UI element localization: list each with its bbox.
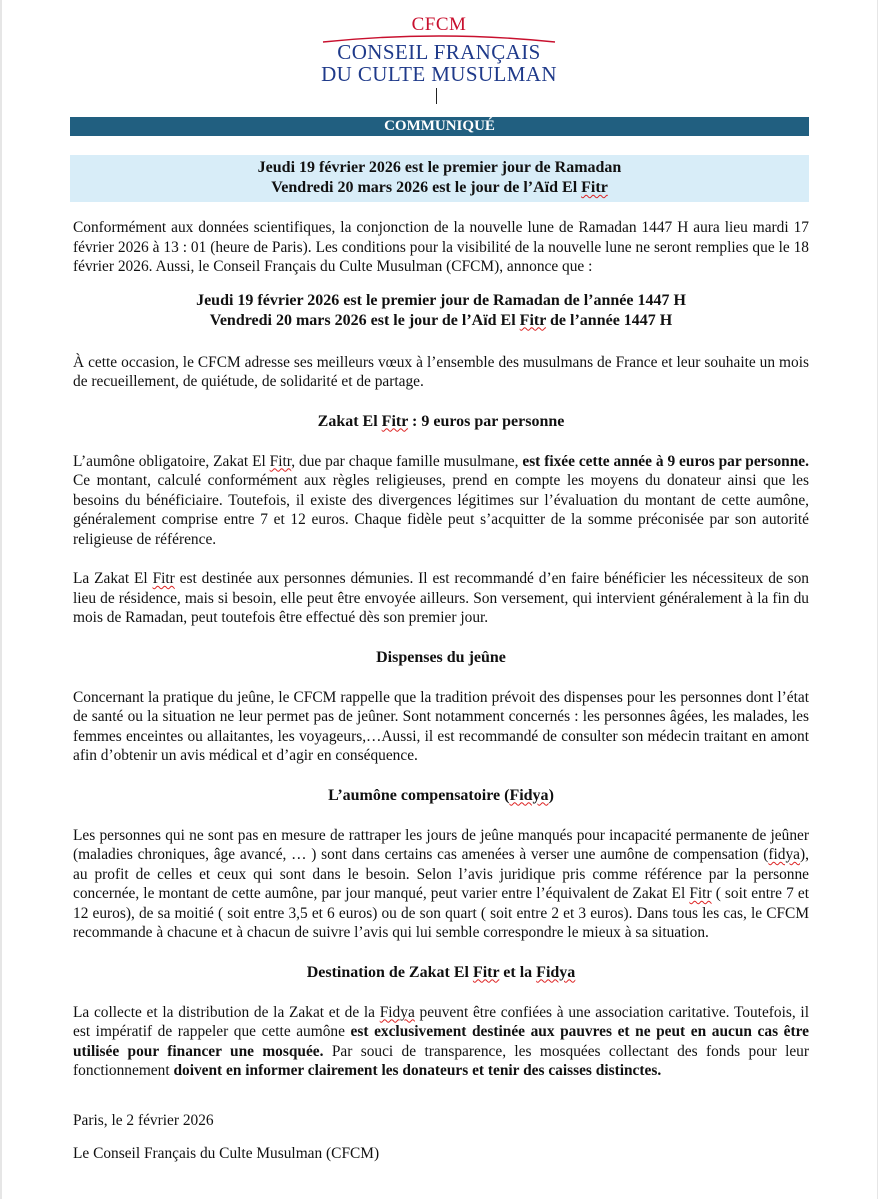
headline-box: [70, 155, 809, 202]
wishes-paragraph: À cette occasion, le CFCM adresse ses meilleurs vœux à l’ensemble des musulmans de France et leur souhaite un mois de recueillement, de quiétude, de solidarité et de partage.: [73, 353, 809, 390]
fidya-p-fitr: Fitr: [689, 885, 712, 902]
fidya-heading-a: L’aumône compensatoire (: [328, 786, 510, 804]
zakat-heading-c: : 9 euros par personne: [408, 412, 565, 430]
logo-line-1: CONSEIL FRANÇAIS: [337, 40, 541, 64]
dispenses-paragraph: Concernant la pratique du jeûne, le CFCM rappelle que la tradition prévoit des dispenses pour les personnes dont l’état de santé ou la situation ne leur permet pas de jeûner. Sont notamment concernés : les personnes âgées, les malades, les femmes enceintes ou allaitantes, les voyageurs,…Aussi, il est recommandé de consulter son médecin traitant en amont afin d’obtenir un avis médical et d’agir en conséquence.: [73, 688, 809, 764]
logo-line-2: DU CULTE MUSULMAN: [321, 62, 557, 86]
destination-p-a: La collecte et la distribution de la Zakat et de la: [73, 1003, 380, 1021]
zakat-p1-a: L’aumône obligatoire, Zakat El: [73, 452, 270, 470]
headline-line-2-fitr: Fitr: [581, 179, 608, 196]
zakat-p2-fitr: Fitr: [152, 570, 175, 587]
fidya-p-a: Les personnes qui ne sont pas en mesure de rattraper les jours de jeûne manqués pour incapacité permanente de jeûner (maladies chroniques, âge avancé, … ) sont dans certains cas amenées à verser une aumône de compensation (: [73, 826, 809, 863]
announcement-line-1: Jeudi 19 février 2026 est le premier jour de Ramadan de l’année 1447 H: [196, 291, 686, 309]
page-edge-left: [0, 0, 2, 1199]
announcement-line-2: [73, 311, 809, 331]
destination-p-fidya: Fidya: [379, 1003, 415, 1021]
headline-line-2: [70, 178, 809, 198]
announcement-line-2-c: de l’année 1447 H: [546, 311, 673, 329]
logo-divider-tick: [436, 88, 437, 104]
dispenses-heading: Dispenses du jeûne: [376, 648, 506, 666]
fidya-p-c: ), au profit de celles et ceux qui sont dans le besoin. Selon l’avis juridique pris comme référence par la personne concernée, le montant de cette aumône, par jour manqué, peut varier entre l’équivalent de Zakat El: [73, 846, 809, 902]
headline-line-1: Jeudi 19 février 2026 est le premier jour de Ramadan: [257, 159, 622, 176]
destination-p-bold-1: est exclusivement destinée aux pauvres et ne peut en aucun cas être utilisée pour financer une mosquée.: [73, 1023, 809, 1060]
zakat-p1-d: Ce montant, calculé conformément aux règles religieuses, prend en compte les moyens du donateur ainsi que les besoins du bénéficiaire. Toutefois, il existe des divergences légitimes sur l’évaluation du montant de cette aumône, généralement comprise entre 7 et 12 euros. Chaque fidèle peut s’acquitter de la somme préconisée par son autorité religieuse de référence.: [73, 472, 809, 548]
communique-banner: COMMUNIQUÉ: [70, 117, 809, 136]
zakat-paragraph-2: [73, 569, 809, 628]
cfcm-logo: [0, 14, 878, 104]
signature-date: Paris, le 2 février 2026: [73, 1111, 214, 1129]
destination-heading-a: Destination de Zakat El: [306, 963, 473, 981]
destination-p-bold-2: doivent en informer clairement les donateurs et tenir des caisses distinctes.: [173, 1062, 662, 1079]
zakat-p1-bold: est fixée cette année à 9 euros par personne.: [522, 452, 809, 470]
fidya-p-e: ( soit entre 7 et 12 euros), de sa moitié ( soit entre 3,5 et 6 euros) ou de son quart ( soit entre 2 et 3 euros). Dans tous les cas, le CFCM recommande à chacune et à chacun de suivre l’avis qui lui semble correspondre le mieux à sa situation.: [73, 885, 809, 941]
announcement: [73, 291, 809, 331]
destination-p-d: Par souci de transparence, les mosquées collectant des fonds pour leur fonctionnement: [73, 1042, 810, 1079]
destination-paragraph: [73, 1003, 809, 1081]
zakat-heading-a: Zakat El: [317, 412, 382, 430]
destination-heading: [73, 963, 809, 983]
announcement-line-2-a: Vendredi 20 mars 2026 est le jour de l’Aïd El: [209, 311, 520, 329]
intro-paragraph: Conformément aux données scientifiques, la conjonction de la nouvelle lune de Ramadan 1447 H aura lieu mardi 17 février 2026 à 13 : 01 (heure de Paris). Les conditions pour la visibilité de la nouvelle lune ne seront remplies que le 18 février 2026. Aussi, le Conseil Français du Culte Musulman (CFCM), annonce que :: [73, 219, 809, 275]
zakat-heading-fitr: Fitr: [381, 412, 409, 430]
headline-line-2-text: Vendredi 20 mars 2026 est le jour de l’Aïd El: [271, 179, 582, 196]
logo-acronym: CFCM: [411, 14, 467, 35]
destination-p-c: peuvent être confiées à une association caritative. Toutefois, il est impératif de rappeler que cette aumône: [73, 1003, 809, 1040]
zakat-p2-c: est destinée aux personnes démunies. Il est recommandé d’en faire bénéficier les nécessiteux de son lieu de résidence, mais si besoin, elle peut être envoyée ailleurs. Son versement, qui intervient généralement à la fin du mois de Ramadan, peut toutefois être effectué dès son premier jour.: [73, 570, 809, 626]
signature-signatory: Le Conseil Français du Culte Musulman (CFCM): [73, 1145, 380, 1162]
fidya-heading-fidya: Fidya: [509, 786, 549, 804]
destination-heading-c: et la: [499, 963, 537, 981]
fidya-paragraph: [73, 826, 809, 943]
zakat-p1-c: , due par chaque famille musulmane,: [291, 452, 523, 470]
zakat-p1-fitr: Fitr: [269, 452, 292, 470]
zakat-heading: [73, 412, 809, 432]
zakat-p2-a: La Zakat El: [73, 570, 153, 587]
destination-heading-fitr: Fitr: [472, 963, 500, 981]
document-body: [73, 218, 809, 1164]
fidya-heading-c: ): [548, 786, 554, 804]
zakat-paragraph-1: [73, 452, 809, 550]
destination-heading-fidya: Fidya: [536, 963, 576, 981]
fidya-p-fidya: fidya: [768, 846, 801, 863]
fidya-heading: [73, 786, 809, 806]
announcement-line-2-fitr: Fitr: [519, 311, 547, 329]
